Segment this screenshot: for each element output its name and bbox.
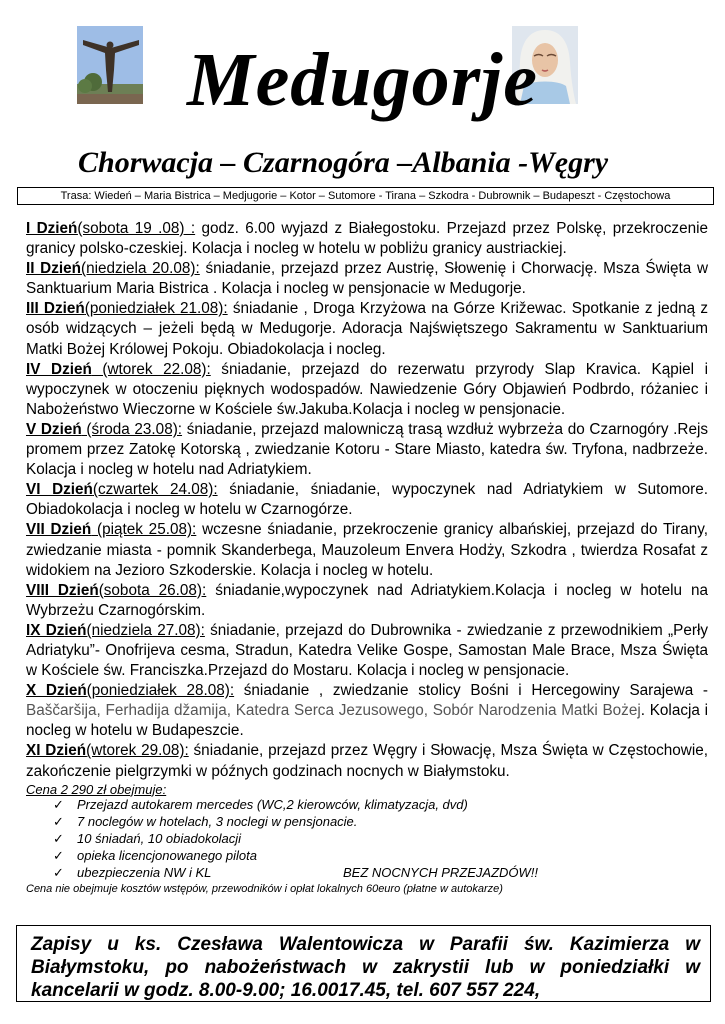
- day-8: [26, 581, 708, 621]
- no-night-travel-note: BEZ NOCNYCH PRZEJAZDÓW!!: [343, 865, 539, 881]
- list-item: ✓ ubezpieczenia NW i KL BEZ NOCNYCH PRZEJAZDÓW!!: [53, 865, 539, 881]
- day-10: [26, 681, 708, 741]
- day-text: śniadanie , zwiedzanie stolicy Bośni i Hercegowiny Sarajewa -: [234, 682, 708, 700]
- day-text: śniadanie, przejazd do Dubrownika - zwiedzanie z przewodnikiem „Perły Adriatyku”- Onofrijeva cesma, Stradun, Katedra Velike Gospe, Samostan Male Brace, Msza Święta w Kościele św. Franciszka.Przejazd do Mostaru. Kolacja i nocleg w pensjonacie.: [26, 621, 709, 680]
- day-4: [26, 360, 708, 420]
- price-exclusions: Cena nie obejmuje kosztów wstępów, przewodników i opłat lokalnych 60euro (płatne w autokarze): [26, 883, 503, 896]
- day-5: [26, 420, 708, 480]
- day-11: [26, 741, 708, 781]
- day-text-tail: . Kolacja i nocleg w hotelu w Budapeszcie.: [26, 702, 708, 740]
- list-item: ✓ 10 śniadań, 10 obiadokolacji: [53, 831, 242, 847]
- day-text: śniadanie,wypoczynek nad Adriatykiem.Kolacja i nocleg w hotelu na Wybrzeżu Czarnogórskim.: [26, 581, 708, 619]
- route-box: Trasa: Wiedeń – Maria Bistrica – Medjugorie – Kotor – Sutomore - Tirana – Szkodra - Dubrownik – Budapeszt - Częstochowa: [17, 187, 714, 205]
- day-label: I Dzień(sobota 19 .08) :: [26, 220, 196, 237]
- day-2: [26, 259, 708, 299]
- day-text: śniadanie, przejazd malowniczą trasą wzdłuż wybrzeża do Czarnogóry .Rejs promem przez Zatokę Kotorską , zwiedzanie Kotoru - Stare Miasto, katedra św. Tryfona, nadbrzeże. Kolacja i nocleg w hotelu nad Adriatykiem.: [26, 420, 709, 479]
- price-heading: Cena 2 290 zł obejmuje:: [26, 781, 167, 797]
- day-text: śniadanie, przejazd do rezerwatu przyrody Slap Kravica. Kąpiel i wypoczynek w otoczeniu pięknych wodospadów. Nawiedzenie Góry Objawień Podbrdo, różaniec i Nabożeństwo Wieczorne w Kościele św.Jakuba.Kolacja i nocleg w pensjonacie.: [26, 360, 709, 418]
- day-text: śniadanie, przejazd przez Austrię, Słowenię i Chorwację. Msza Święta w Sanktuarium Maria Bistrica . Kolacja i nocleg w pensjonacie w Medugorje.: [26, 260, 708, 298]
- list-item: ✓ Przejazd autokarem mercedes (WC,2 kierowców, klimatyzacja, dvd): [53, 797, 468, 813]
- day-label: VIII Dzień(sobota 26.08):: [26, 581, 207, 599]
- day-label: X Dzień(poniedziałek 28.08):: [26, 682, 235, 700]
- day-label: VI Dzień(czwartek 24.08):: [26, 481, 218, 499]
- day-text: śniadanie, przejazd przez Węgry i Słowację, Msza Święta w Częstochowie, zakończenie pielgrzymki w późnych godzinach nocnych w Białymstoku.: [26, 742, 709, 780]
- check-icon: ✓: [53, 831, 64, 847]
- day-9: [26, 621, 708, 681]
- check-icon: ✓: [53, 848, 64, 864]
- signup-box: Zapisy u ks. Czesława Walentowicza w Parafii św. Kazimierza w Białymstoku, po nabożeństwach w zakrystii lub w poniedziałki w kancelarii w godz. 8.00-9.00; 16.0017.45, tel. 607 557 224,: [16, 925, 711, 1002]
- day-text: śniadanie , Droga Krzyżowa na Górze Križewac. Spotkanie z jedną z osób widzących – jeżeli będą w Medugorje. Adoracja Najświętszego Sakramentu w Sanktuarium Matki Bożej Królowej Pokoju. Obiadokolacja i nocleg.: [26, 300, 708, 358]
- check-icon: ✓: [53, 797, 64, 813]
- day-3: [26, 299, 708, 359]
- itinerary: [26, 219, 708, 896]
- list-item: ✓ 7 noclegów w hotelach, 3 noclegi w pensjonacie.: [53, 814, 358, 830]
- day-label: IX Dzień(niedziela 27.08):: [26, 621, 205, 639]
- page-title: Medugorje: [187, 38, 538, 122]
- price-includes-list: [53, 797, 708, 882]
- day-label: VII Dzień (piątek 25.08):: [26, 521, 197, 539]
- day-label: XI Dzień(wtorek 29.08):: [26, 742, 189, 760]
- day-text: wczesne śniadanie, przekroczenie granicy albańskiej, przejazd do Tirany, zwiedzanie miasta - pomnik Skanderbega, Mauzoleum Envera Hodży, Szkodra , twierdza Rosafat z widokiem na Jezioro Szkoderskie. Kolacja i nocleg w hotelu.: [26, 521, 708, 579]
- check-icon: ✓: [53, 865, 64, 881]
- day-text: godz. 6.00 wyjazd z Białegostoku. Przejazd przez Polskę, przekroczenie granicy polsko-czeskiej. Kolacja i nocleg w hotelu w pobliżu granicy austriackiej.: [26, 220, 709, 258]
- day-6: [26, 480, 708, 520]
- day-text: śniadanie, śniadanie, wypoczynek nad Adriatykiem w Sutomore. Obiadokolacja i nocleg w hotelu w Czarnogórze.: [26, 481, 709, 519]
- list-item: ✓ opieka licencjonowanego pilota: [53, 848, 257, 864]
- day-label: III Dzień(poniedziałek 21.08):: [26, 300, 228, 318]
- day-7: [26, 520, 708, 580]
- day-label: V Dzień (środa 23.08):: [26, 420, 183, 438]
- page-subtitle: Chorwacja – Czarnogóra –Albania -Węgry: [78, 146, 609, 179]
- day-label: IV Dzień (wtorek 22.08):: [26, 360, 211, 378]
- sarajevo-sights: Baščaršija, Ferhadija džamija, Katedra Serca Jezusowego, Sobór Narodzenia Matki Bożej: [26, 702, 641, 720]
- day-1: [26, 219, 708, 259]
- check-icon: ✓: [53, 814, 64, 830]
- day-label: II Dzień(niedziela 20.08):: [26, 260, 200, 278]
